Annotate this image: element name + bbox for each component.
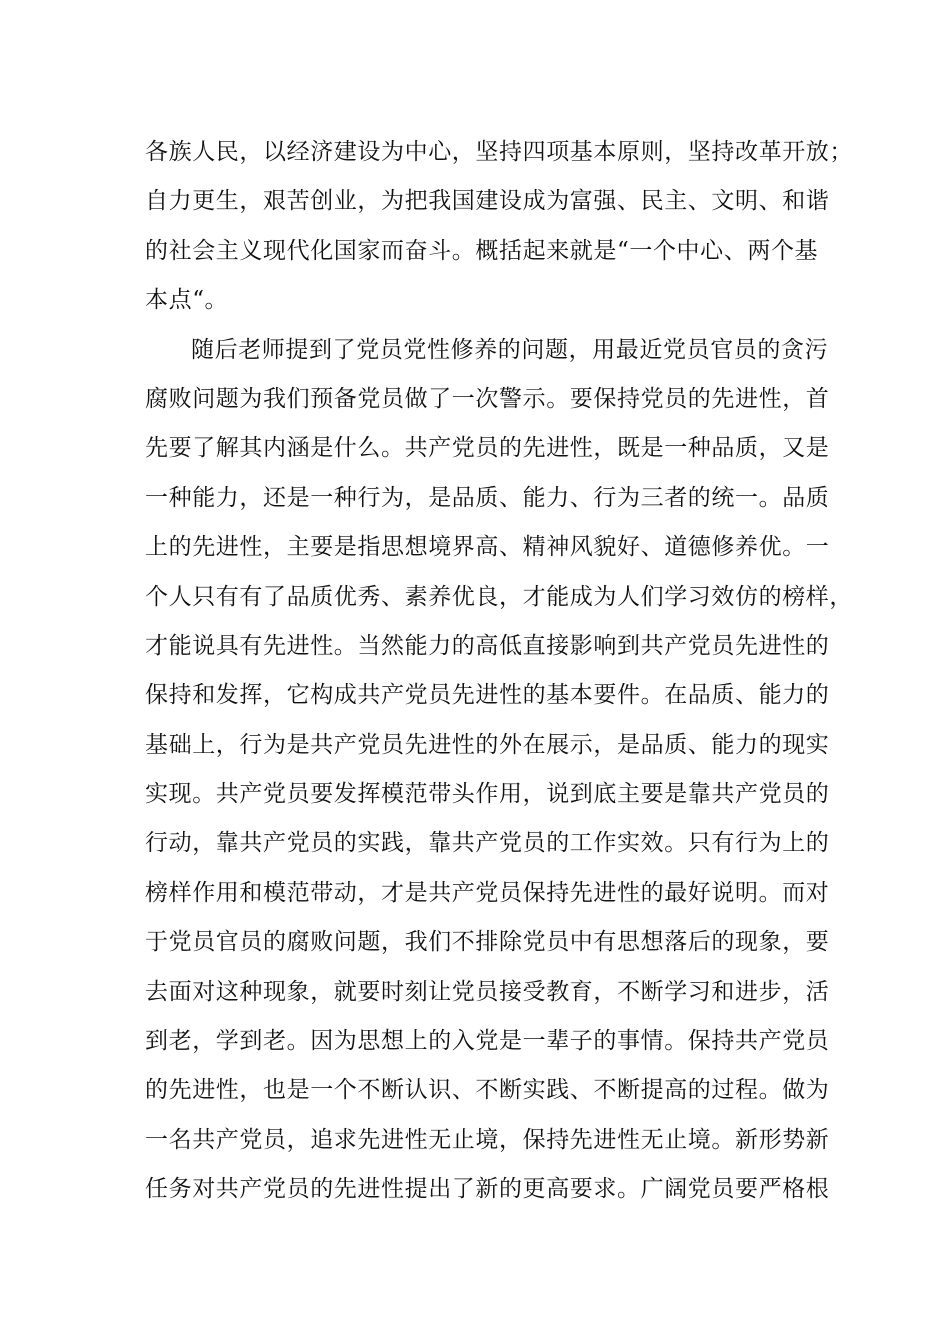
text-line: 于党员官员的腐败问题，我们不排除党员中有思想落后的现象，要 — [145, 929, 830, 956]
paragraph-1 — [145, 128, 853, 326]
text-line: 到老，学到老。因为思想上的入党是一辈子的事情。保持共产党员 — [145, 1028, 830, 1055]
text-line: 任务对共产党员的先进性提出了新的更高要求。广阔党员要严格根 — [145, 1176, 830, 1203]
text-line: 的社会主义现代化国家而奋斗。概括起来就是“一个中心、两个基 — [145, 237, 819, 264]
text-line: 榜样作用和模范带动，才是共产党员保持先进性的最好说明。而对 — [145, 879, 830, 906]
text-line: 实现。共产党员要发挥模范带头作用，说到底主要是靠共产党员的 — [145, 781, 830, 808]
text-line: 随后老师提到了党员党性修养的问题，用最近党员官员的贪污 — [191, 336, 829, 363]
text-line: 自力更生，艰苦创业，为把我国建设成为富强、民主、文明、和谐 — [145, 188, 830, 215]
text-line: 一名共产党员，追求先进性无止境，保持先进性无止境。新形势新 — [145, 1126, 830, 1153]
document-body — [145, 128, 853, 1215]
text-line: 本点“。 — [145, 287, 229, 314]
text-line: 保持和发挥，它构成共产党员先进性的基本要件。在品质、能力的 — [145, 682, 830, 709]
text-line: 一种能力，还是一种行为，是品质、能力、行为三者的统一。品质 — [145, 484, 830, 511]
paragraph-2 — [145, 326, 853, 1215]
text-line: 的先进性，也是一个不断认识、不断实践、不断提高的过程。做为 — [145, 1077, 830, 1104]
text-line: 行动，靠共产党员的实践，靠共产党员的工作实效。只有行为上的 — [145, 830, 830, 857]
text-line: 基础上，行为是共产党员先进性的外在展示，是品质、能力的现实 — [145, 731, 830, 758]
text-line: 才能说具有先进性。当然能力的高低直接影响到共产党员先进性的 — [145, 632, 830, 659]
text-line: 上的先进性，主要是指思想境界高、精神风貌好、道德修养优。一 — [145, 534, 830, 561]
text-line: 腐败问题为我们预备党员做了一次警示。要保持党员的先进性，首 — [145, 385, 830, 412]
text-line: 去面对这种现象，就要时刻让党员接受教育，不断学习和进步，活 — [145, 978, 830, 1005]
text-line: 各族人民，以经济建设为中心，坚持四项基本原则，坚持改革开放； — [145, 139, 853, 165]
text-line: 先要了解其内涵是什么。共产党员的先进性，既是一种品质，又是 — [145, 435, 830, 462]
text-line: 个人只有有了品质优秀、素养优良，才能成为人们学习效仿的榜样， — [145, 583, 853, 610]
